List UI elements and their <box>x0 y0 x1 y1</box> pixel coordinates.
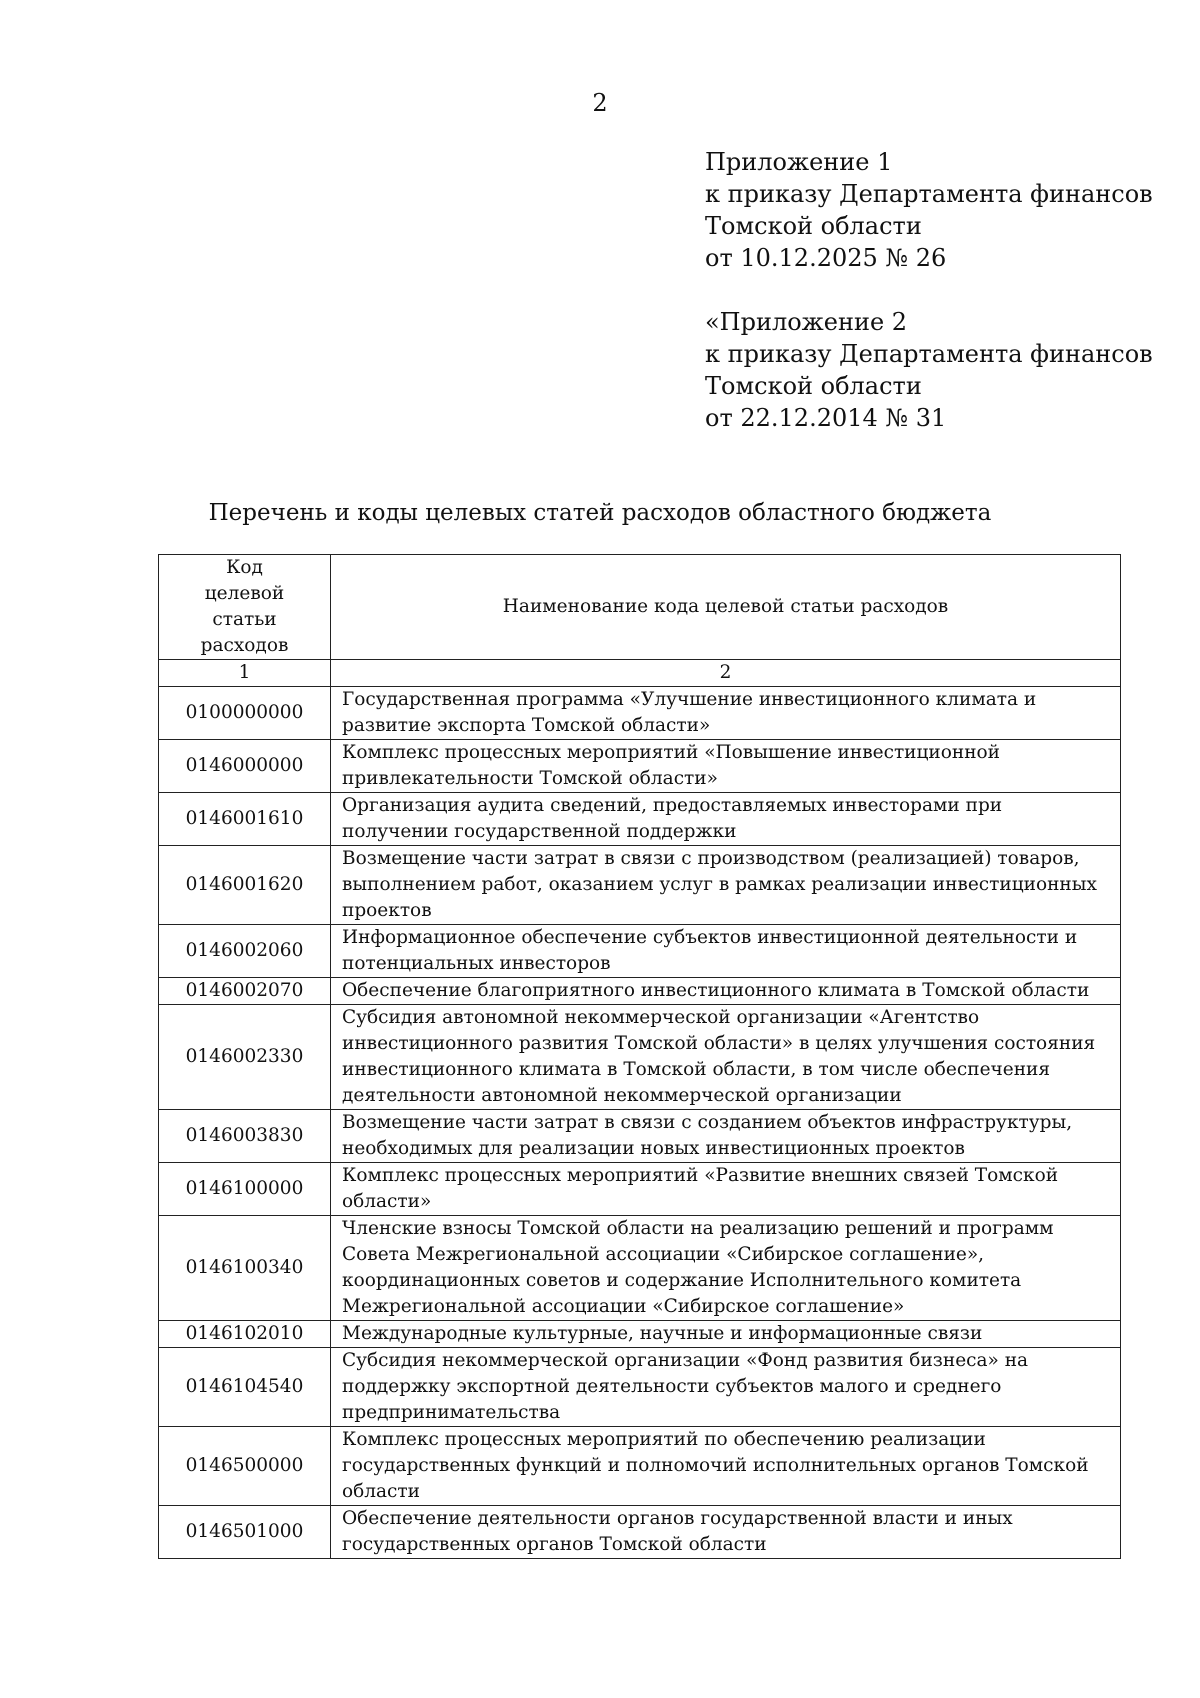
appendix-1-line: от 10.12.2025 № 26 <box>705 244 947 272</box>
target-articles-table <box>158 554 1121 1559</box>
appendix-2-line: «Приложение 2 <box>705 308 908 336</box>
row-code: 0146000000 <box>159 740 331 793</box>
row-name: Международные культурные, научные и информационные связи <box>331 1321 1121 1348</box>
page-number: 2 <box>592 89 608 117</box>
table-row <box>159 846 1121 925</box>
row-code: 0146003830 <box>159 1110 331 1163</box>
row-code: 0146002070 <box>159 978 331 1005</box>
row-name: Субсидия автономной некоммерческой организации «Агентство инвестиционного развития Томской области» в целях улучшения состояния инвестиционного климата в Томской области, в том числе обеспечения деятельности автономной некоммерческой организации <box>331 1005 1121 1110</box>
row-code: 0146100000 <box>159 1163 331 1216</box>
row-name: Информационное обеспечение субъектов инвестиционной деятельности и потенциальных инвесторов <box>331 925 1121 978</box>
header-code <box>159 555 331 660</box>
column-number-2: 2 <box>331 660 1121 687</box>
row-code: 0146001620 <box>159 846 331 925</box>
row-name: Возмещение части затрат в связи с производством (реализацией) товаров, выполнением работ, оказанием услуг в рамках реализации инвестиционных проектов <box>331 846 1121 925</box>
header-code-text: Код целевой статьи расходов <box>200 557 289 656</box>
table-row <box>159 1348 1121 1427</box>
row-code: 0146001610 <box>159 793 331 846</box>
header-name: Наименование кода целевой статьи расходов <box>331 555 1121 660</box>
row-code: 0146100340 <box>159 1216 331 1321</box>
table-row <box>159 793 1121 846</box>
row-name: Комплекс процессных мероприятий по обеспечению реализации государственных функций и полномочий исполнительных органов Томской области <box>331 1427 1121 1506</box>
table-row <box>159 925 1121 978</box>
row-code: 0100000000 <box>159 687 331 740</box>
table-row <box>159 978 1121 1005</box>
appendix-1-line: Томской области <box>705 212 922 240</box>
row-name: Комплекс процессных мероприятий «Развитие внешних связей Томской области» <box>331 1163 1121 1216</box>
row-code: 0146500000 <box>159 1427 331 1506</box>
table-row <box>159 1321 1121 1348</box>
table-row <box>159 1427 1121 1506</box>
column-number-row <box>159 660 1121 687</box>
row-code: 0146002330 <box>159 1005 331 1110</box>
appendix-2-line: от 22.12.2014 № 31 <box>705 404 947 432</box>
appendix-1-line: Приложение 1 <box>705 148 893 176</box>
row-name: Комплекс процессных мероприятий «Повышение инвестиционной привлекательности Томской области» <box>331 740 1121 793</box>
table-row <box>159 740 1121 793</box>
appendix-2-line: к приказу Департамента финансов <box>705 340 1153 368</box>
table-row <box>159 1005 1121 1110</box>
row-name: Организация аудита сведений, предоставляемых инвесторами при получении государственной поддержки <box>331 793 1121 846</box>
table-row <box>159 687 1121 740</box>
appendix-2-line: Томской области <box>705 372 922 400</box>
row-code: 0146102010 <box>159 1321 331 1348</box>
appendix-1-line: к приказу Департамента финансов <box>705 180 1153 208</box>
row-name: Обеспечение благоприятного инвестиционного климата в Томской области <box>331 978 1121 1005</box>
row-name: Государственная программа «Улучшение инвестиционного климата и развитие экспорта Томской области» <box>331 687 1121 740</box>
column-number-1: 1 <box>159 660 331 687</box>
table-row <box>159 1163 1121 1216</box>
row-name: Возмещение части затрат в связи с созданием объектов инфраструктуры, необходимых для реализации новых инвестиционных проектов <box>331 1110 1121 1163</box>
row-name: Членские взносы Томской области на реализацию решений и программ Совета Межрегиональной ассоциации «Сибирское соглашение», координационных советов и содержание Исполнительного комитета Межрегиональной ассоциации «Сибирское соглашение» <box>331 1216 1121 1321</box>
table-row <box>159 1110 1121 1163</box>
table-header-row <box>159 555 1121 660</box>
table-row <box>159 1216 1121 1321</box>
table-row <box>159 1506 1121 1559</box>
row-name: Обеспечение деятельности органов государственной власти и иных государственных органов Томской области <box>331 1506 1121 1559</box>
document-title: Перечень и коды целевых статей расходов областного бюджета <box>208 500 992 526</box>
row-code: 0146501000 <box>159 1506 331 1559</box>
row-code: 0146104540 <box>159 1348 331 1427</box>
appendix-1-caption <box>705 146 1153 274</box>
row-code: 0146002060 <box>159 925 331 978</box>
row-name: Субсидия некоммерческой организации «Фонд развития бизнеса» на поддержку экспортной деятельности субъектов малого и среднего предпринимательства <box>331 1348 1121 1427</box>
appendix-2-caption <box>705 306 1153 434</box>
